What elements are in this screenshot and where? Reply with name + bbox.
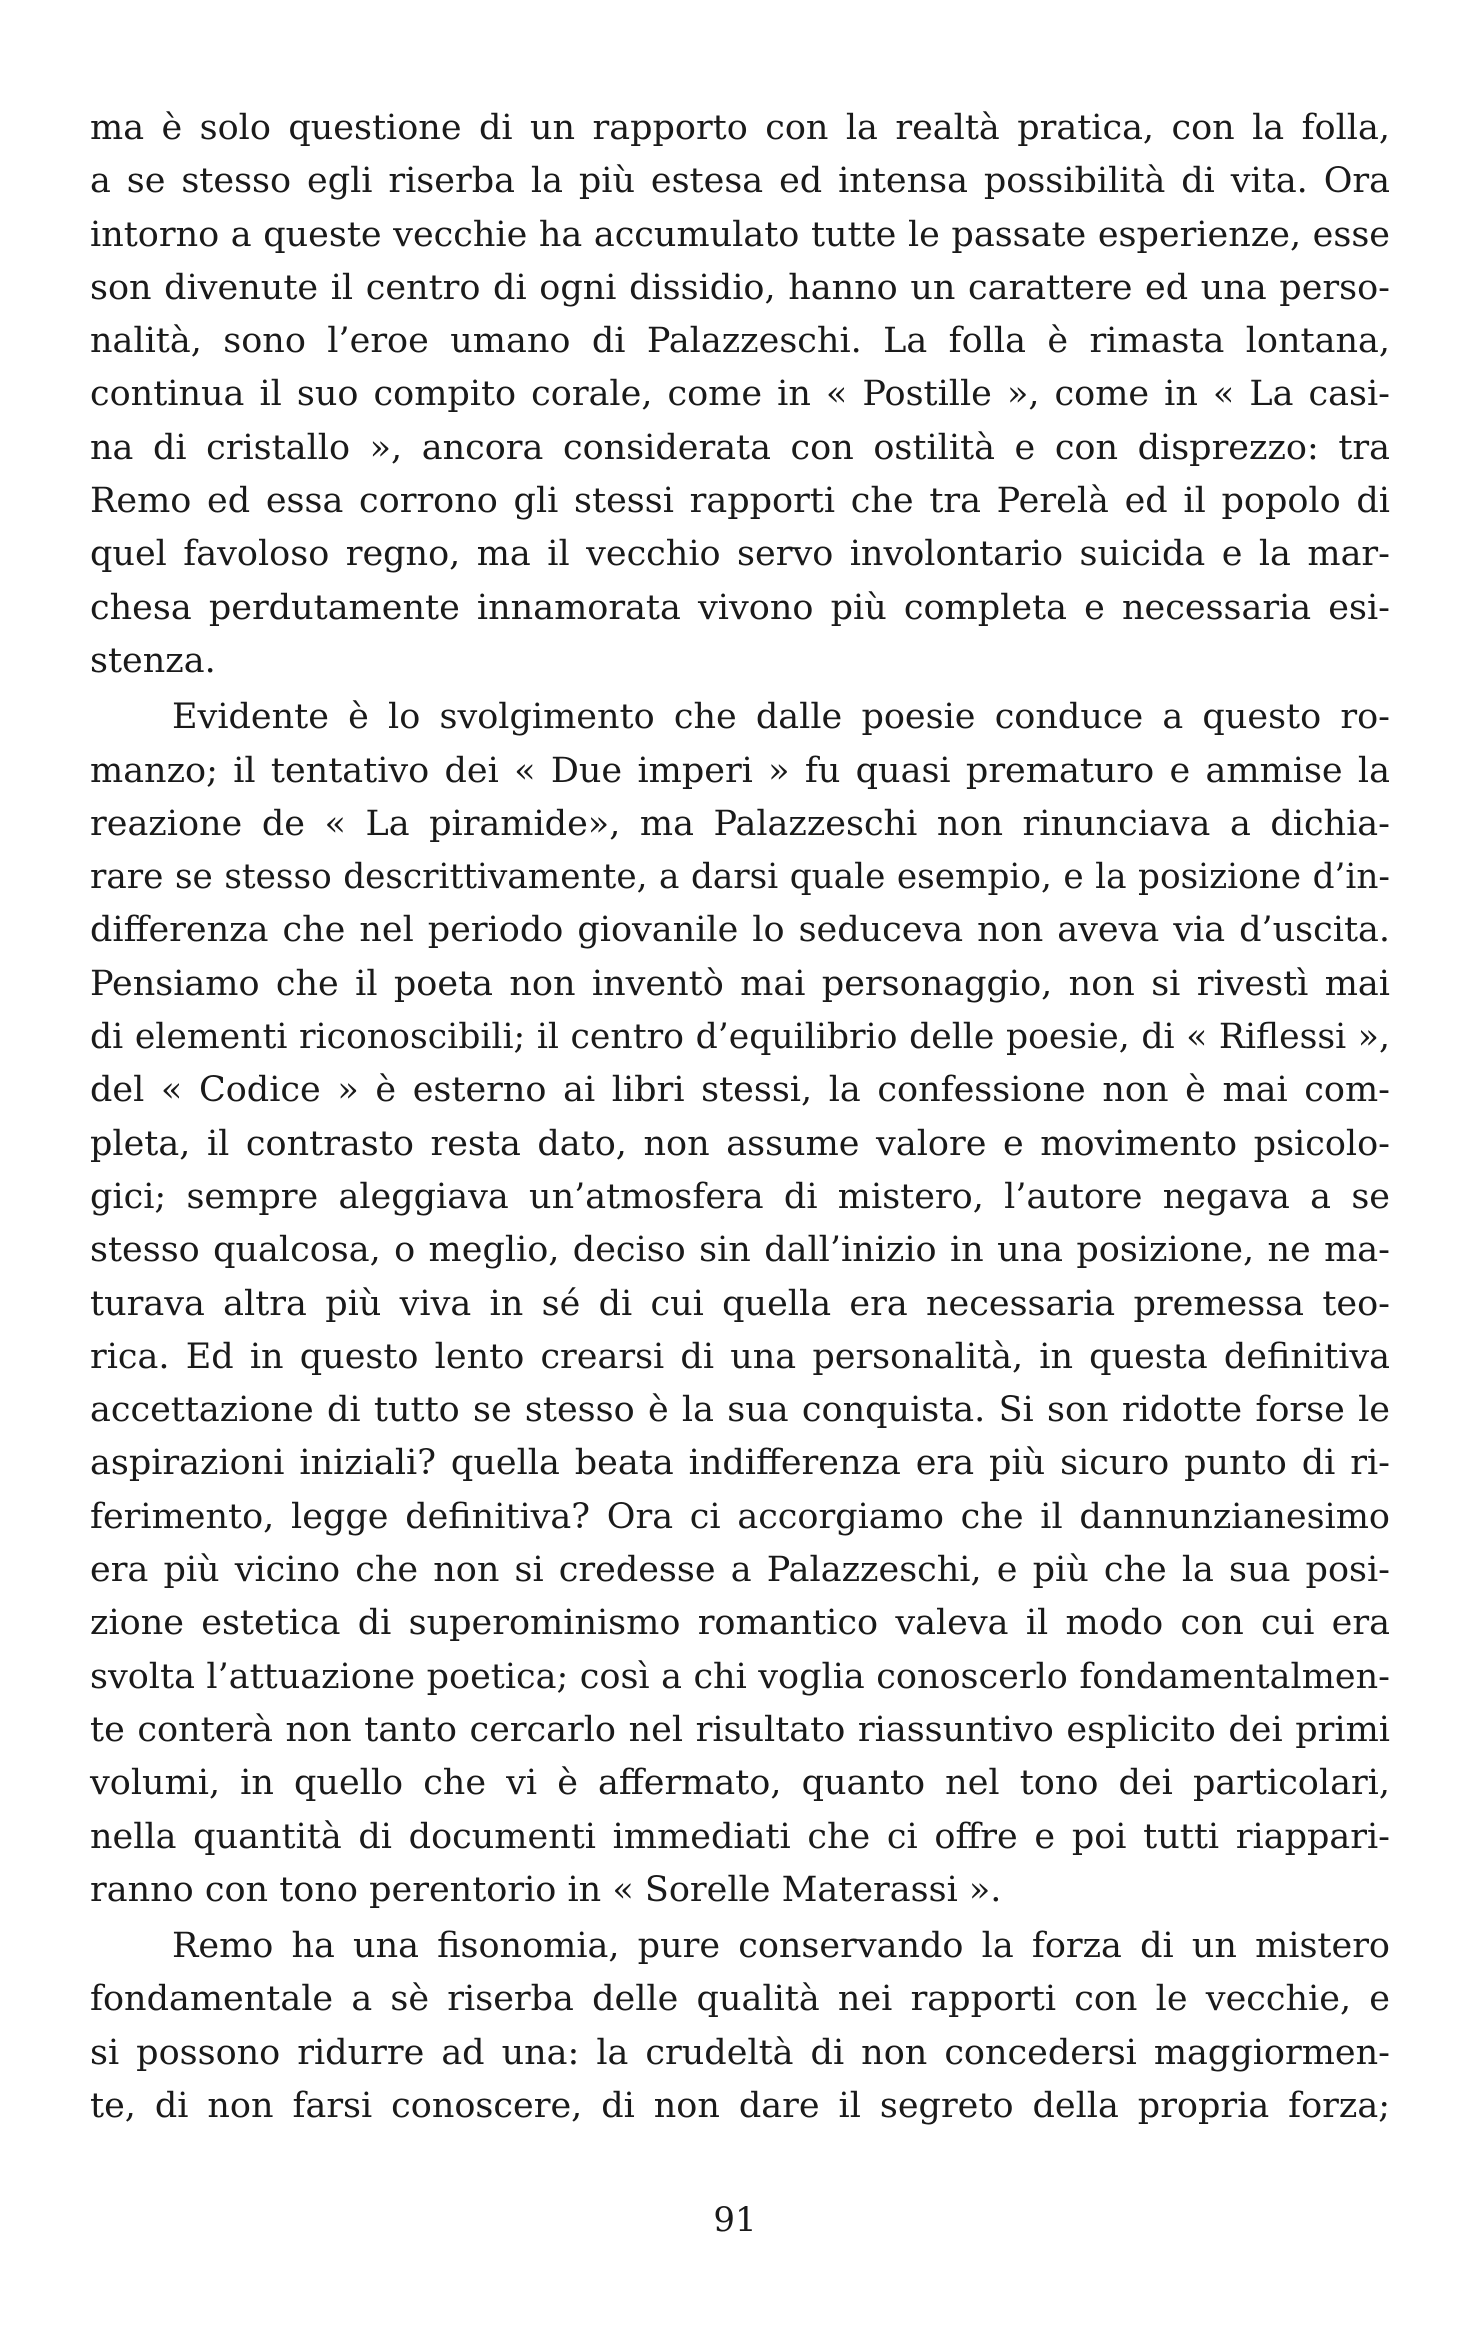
text-line: stenza. [90, 640, 216, 681]
body-text [90, 102, 1390, 2133]
text-line: rica. Ed in questo lento crearsi di una personalità, in questa definitiva [90, 1336, 1390, 1377]
text-line: si possono ridurre ad una: la crudeltà di non concedersi maggiormen- [90, 2032, 1390, 2073]
text-line: accettazione di tutto se stesso è la sua conquista. Si son ridotte forse le [90, 1390, 1390, 1431]
text-line: stesso qualcosa, o meglio, deciso sin dall’inizio in una posizione, ne ma- [90, 1230, 1390, 1271]
text-line: son divenute il centro di ogni dissidio, hanno un carattere ed una perso- [90, 267, 1390, 308]
text-line: Remo ed essa corrono gli stessi rapporti che tra Perelà ed il popolo di [90, 481, 1390, 522]
text-line: quel favoloso regno, ma il vecchio servo involontario suicida e la mar- [90, 534, 1390, 575]
text-line: ranno con tono perentorio in « Sorelle Materassi ». [90, 1869, 1002, 1910]
text-line: te conterà non tanto cercarlo nel risultato riassuntivo esplicito dei primi [90, 1709, 1390, 1750]
text-line: aspirazioni iniziali? quella beata indifferenza era più sicuro punto di ri- [90, 1443, 1390, 1484]
text-line: continua il suo compito corale, come in « Postille », come in « La casi- [90, 374, 1390, 415]
text-line: nella quantità di documenti immediati che ci offre e poi tutti riappari- [90, 1816, 1390, 1857]
text-line: Remo ha una fisonomia, pure conservando la forza di un mistero [172, 1926, 1390, 1967]
text-line: del « Codice » è esterno ai libri stessi, la confessione non è mai com- [90, 1070, 1390, 1111]
paragraph [90, 691, 1390, 1917]
text-line: Pensiamo che il poeta non inventò mai personaggio, non si rivestì mai [90, 963, 1390, 1004]
text-line: volumi, in quello che vi è affermato, quanto nel tono dei particolari, [90, 1763, 1390, 1804]
paragraph [90, 1920, 1390, 2133]
text-line: manzo; il tentativo dei « Due imperi » fu quasi prematuro e ammise la [90, 750, 1390, 791]
text-line: di elementi riconoscibili; il centro d’equilibrio delle poesie, di « Riflessi », [90, 1017, 1390, 1058]
text-line: te, di non farsi conoscere, di non dare il segreto della propria forza; [90, 2085, 1390, 2126]
text-line: era più vicino che non si credesse a Palazzeschi, e più che la sua posi- [90, 1550, 1390, 1591]
text-line: intorno a queste vecchie ha accumulato tutte le passate esperienze, esse [90, 214, 1390, 255]
text-line: differenza che nel periodo giovanile lo seduceva non aveva via d’uscita. [90, 910, 1390, 951]
text-line: reazione de « La piramide», ma Palazzeschi non rinunciava a dichia- [90, 803, 1390, 844]
text-line: nalità, sono l’eroe umano di Palazzeschi. La folla è rimasta lontana, [90, 321, 1390, 362]
text-line: na di cristallo », ancora considerata con ostilità e con disprezzo: tra [90, 427, 1390, 468]
text-line: gici; sempre aleggiava un’atmosfera di mistero, l’autore negava a se [90, 1176, 1390, 1217]
page-number: 91 [713, 2200, 757, 2240]
paragraph [90, 102, 1390, 688]
text-line: ferimento, legge definitiva? Ora ci accorgiamo che il dannunzianesimo [90, 1496, 1390, 1537]
text-line: zione estetica di superominismo romantico valeva il modo con cui era [90, 1603, 1390, 1644]
text-line: chesa perdutamente innamorata vivono più completa e necessaria esi- [90, 587, 1390, 628]
text-line: fondamentale a sè riserba delle qualità nei rapporti con le vecchie, e [90, 1979, 1390, 2020]
text-line: a se stesso egli riserba la più estesa ed intensa possibilità di vita. Ora [90, 161, 1390, 202]
text-line: Evidente è lo svolgimento che dalle poesie conduce a questo ro- [172, 697, 1390, 738]
text-line: ma è solo questione di un rapporto con la realtà pratica, con la folla, [90, 108, 1390, 148]
text-line: pleta, il contrasto resta dato, non assume valore e movimento psicolo- [90, 1123, 1390, 1164]
text-line: rare se stesso descrittivamente, a darsi quale esempio, e la posizione d’in- [90, 857, 1390, 898]
text-line: svolta l’attuazione poetica; così a chi voglia conoscerlo fondamentalmen- [90, 1656, 1390, 1697]
text-line: turava altra più viva in sé di cui quella era necessaria premessa teo- [90, 1283, 1390, 1324]
